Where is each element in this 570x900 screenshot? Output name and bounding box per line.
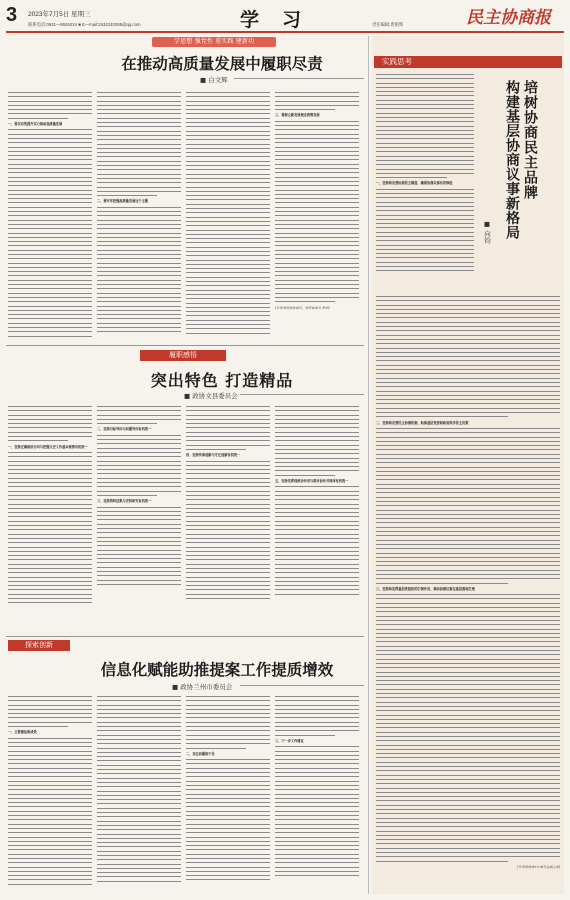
- sidebar-subhead-1: 一、坚持和完善协商民主制度，确保协商议事有序推进: [376, 181, 453, 186]
- sidebar-title-line-2: 构建基层协商议事新格局: [504, 80, 520, 240]
- sidebar-author: ■ 向钧: [483, 220, 491, 244]
- article2-title: 突出特色 打造精品: [150, 371, 294, 390]
- article2-subhead-5: 五、坚持发挥现政协作用与联合协作共同体有机统一: [275, 479, 349, 484]
- sidebar-column-divider: [368, 36, 369, 894]
- article2-subhead-4: 四、坚持传承创新与守正创新有机统一: [186, 453, 241, 458]
- article1-col2: [97, 92, 181, 340]
- article2-subhead-3: 三、坚持资料征集与史料研究有机统一: [97, 499, 152, 504]
- sidebar-subhead-3: 三、坚持和发挥基层党组织的引领作用，推动协商议事在基层落地生根: [376, 586, 475, 591]
- article1-col3: [186, 92, 270, 340]
- article3-tag: 探索创新: [8, 640, 70, 651]
- article3-subhead-3: 三、下一步工作建议: [275, 738, 304, 743]
- article1-author: ■ 白文辉: [200, 76, 228, 84]
- article2-subhead-2: 二、坚持目标导向与问题导向有机统一: [97, 427, 152, 432]
- article2-tag: 履职感悟: [140, 350, 226, 361]
- sidebar-title-line-1: 培树协商民主品牌: [522, 80, 538, 200]
- masthead-logo: 民主协商报: [466, 8, 551, 28]
- article3-subhead-1: 一、主要做法和成效: [8, 730, 37, 735]
- page-number: 3: [6, 4, 18, 26]
- banner-slogan: 学思想 强党性 重实践 建新功: [152, 37, 276, 47]
- article3-col3: [186, 696, 270, 892]
- article2-subhead-1: 一、坚持正确政治方向与把握文史工作基本规律有机统一: [8, 444, 88, 449]
- article1-end-note: (作者系省政协委员、省民委委员 贵州): [275, 305, 330, 310]
- article2-author: ■ 政协文县委员会: [184, 392, 238, 400]
- article1-author-rule: [234, 78, 364, 79]
- article3-col1: [8, 696, 92, 892]
- article1-col1: [8, 92, 92, 340]
- sidebar-end-note: (作者系政协××委员会副主席): [517, 864, 560, 869]
- article3-col2: [97, 696, 181, 892]
- article3-subhead-2: 二、存在问题和不足: [186, 751, 215, 756]
- section-title: 学 习: [240, 9, 304, 31]
- article1-subhead-1: 一、要以有效提升实力推动高质量发展: [8, 122, 63, 127]
- divider-1: [6, 345, 364, 346]
- article2-col4: [275, 406, 359, 606]
- article2-col3: [186, 406, 270, 606]
- issue-date: 2023年7月5日 星期三: [28, 11, 91, 18]
- article3-author-rule: [240, 685, 364, 686]
- sidebar-column-header: [374, 56, 562, 68]
- sidebar-intro: [376, 74, 474, 292]
- article1-col4: [275, 92, 359, 340]
- article3-title: 信息化赋能助推提案工作提质增效: [100, 660, 334, 679]
- contact-info: 联系电话:0931—8926234 ■ E—mail:2632240285@qq.com: [28, 22, 141, 27]
- divider-2: [6, 636, 364, 637]
- article3-col4: [275, 696, 359, 892]
- article2-col1: [8, 406, 92, 606]
- article1-title: 在推动高质量发展中履职尽责: [121, 54, 323, 73]
- article3-author: ■ 政协兰州市委员会: [172, 683, 233, 691]
- sidebar-column-name: 实践思考: [382, 57, 412, 66]
- article1-subhead-3: 三、要树立新发展理念统筹发展: [275, 113, 320, 118]
- article1-subhead-2: 二、要牢牢把握高质量发展这个主题: [97, 199, 148, 204]
- header-rule: [6, 31, 564, 33]
- editor-credit: 责任编辑:唐银辉: [372, 22, 404, 27]
- article2-col2: [97, 406, 181, 606]
- article2-author-rule: [240, 394, 364, 395]
- sidebar-body: [376, 296, 560, 886]
- sidebar-subhead-2: 二、坚持和完善民主协商机制，助推基层党委和政府科学民主决策: [376, 420, 469, 425]
